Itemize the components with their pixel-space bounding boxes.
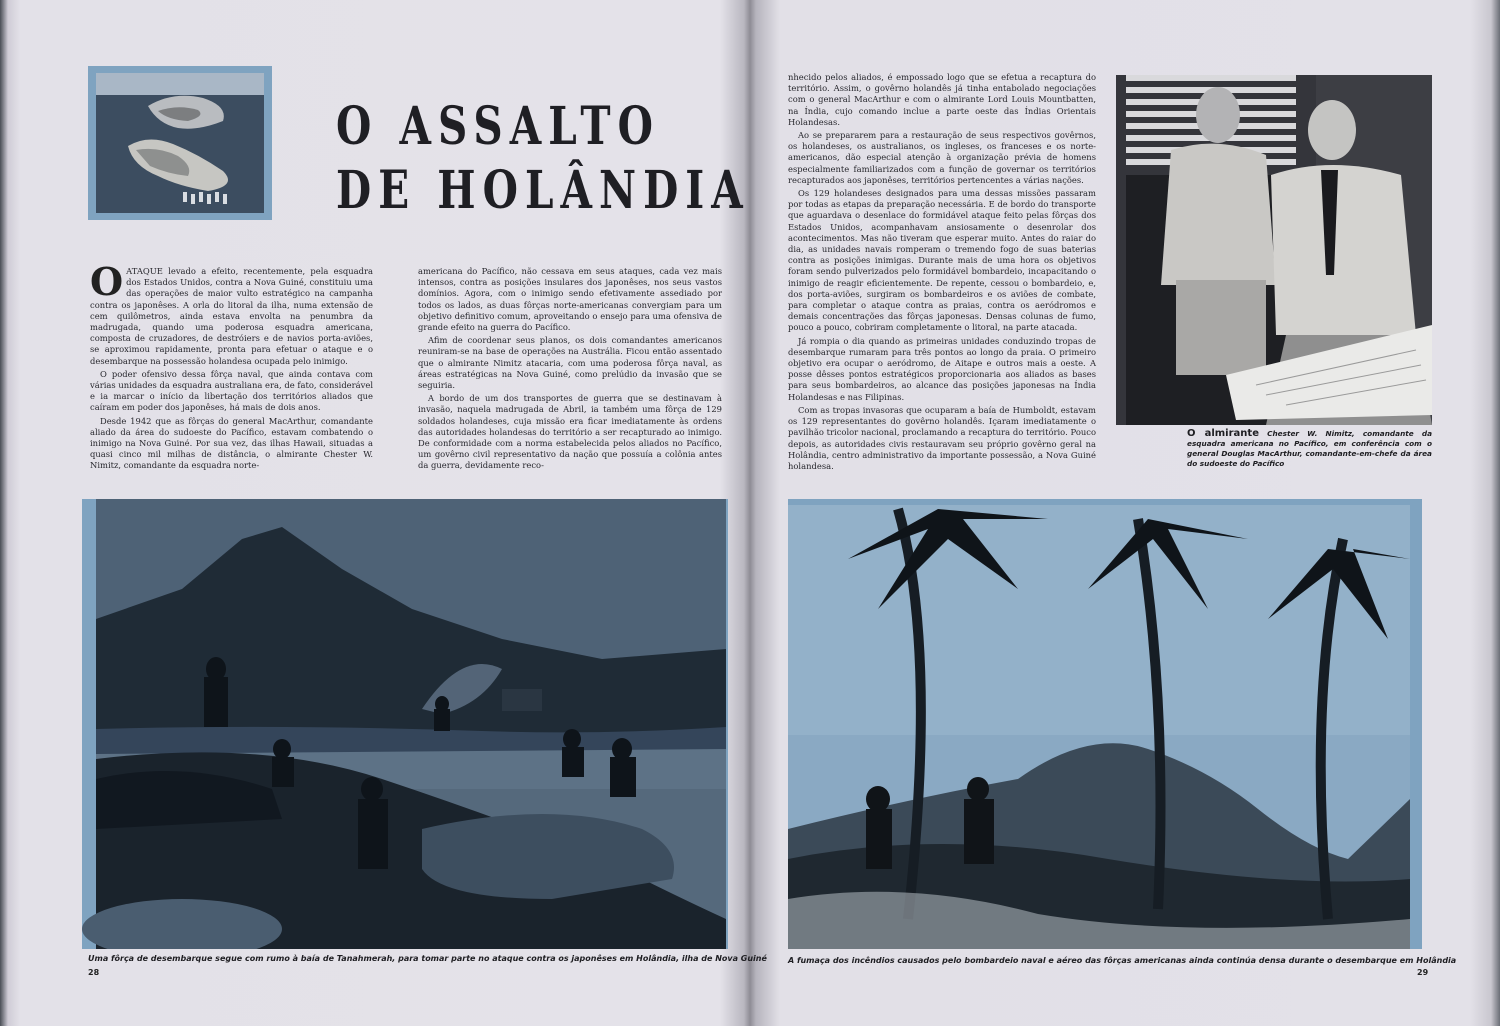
nimitz-photo-caption [1187, 429, 1432, 469]
smoke-palms-photo [788, 499, 1422, 949]
title-line-2: DE HOLÂNDIA [336, 160, 750, 221]
left-column-2 [418, 266, 722, 474]
aerial-island-photo [88, 66, 272, 220]
landing-photo-caption: Uma fôrça de desembarque segue com rumo à baía de Tanahmerah, para tomar parte no ataque contra os japonêses em Holândia, ilha de Nova Guiné [88, 954, 767, 963]
landing-force-photo [82, 499, 728, 949]
paragraph: Os 129 holandeses designados para uma dessas missões passaram por todas as etapas da preparação necessária. E de bordo do transporte que aguardava o desenlace do formidável ataque feito pelas fôrças dos Estados Unidos, acompanhavam ansiosamente o desenrolar dos acontecimentos. Mas não tiveram que esperar muito. Antes do raiar do dia, as unidades navais romperam o tremendo fogo de suas baterias contra as posições inimigas. Durante mais de uma hora os objetivos foram sendo pulverizados pelo formidável bombardeio, incapacitando o inimigo de reagir eficientemente. De repente, cessou o bombardeio, e, dos porta-aviões, surgiram os bombardeiros e os aviões de combate, para completar o ataque contra as praias, contra os aeródromos e demais concentrações das fôrças japonesas. Densas colunas de fumo, pouco a pouco, cobriram completamente o litoral, na parte atacada. [788, 188, 1096, 333]
page-number-right: 29 [1417, 968, 1429, 977]
left-column-1 [90, 259, 373, 474]
paragraph: Já rompia o dia quando as primeiras unidades conduzindo tropas de desembarque rumaram para três pontos ao longo da praia. O primeiro objetivo era ocupar o aeródromo, de Aitape e outros mais a oeste. A posse dêsses pontos estratégicos proporcionaria aos aliados as bases para seus bombardeiros, ao alcance das posições japonesas na Índia Holandesas e nas Filipinas. [788, 335, 1096, 402]
paragraph: Ao se prepararem para a restauração de seus respectivos govêrnos, os holandeses, os australianos, os ingleses, os franceses e os norte-americanos, dão especial atenção à organização prévia de homens especialmente familiarizados com a função de governar os territórios recapturados aos japonêses, territórios pertencentes a várias nações. [788, 130, 1096, 185]
intro-paragraph [90, 259, 373, 367]
paragraph: Afim de coordenar seus planos, os dois comandantes americanos reuniram-se na base de operações na Austrália. Ficou então assentado que o almirante Nimitz atacaria, com uma poderosa fôrça naval, as áreas estratégicas na Nova Guiné, como prelúdio da invasão que se seguiria. [418, 335, 722, 391]
intro-lead-word: ATAQUE [126, 266, 163, 276]
paragraph: nhecido pelos aliados, é empossado logo que se efetua a recaptura do território. Assim, o govêrno holandês já tinha entabolado negociações com o general MacArthur e com o almirante Lord Louis Mountbatten, na Índia, cujo comando inclue a parte oeste das Índias Orientais Holandesas. [788, 72, 1096, 127]
nimitz-caption-text: Chester W. Nimitz, comandante da esquadra americana no Pacífico, em conferência com o general Douglas MacArthur, comandante-em-chefe da área do sudoeste do Pacífico [1187, 429, 1432, 468]
intro-text: levado a efeito, recentemente, pela esquadra dos Estados Unidos, contra a Nova Guiné, constituiu uma das operações de maior vulto estratégico na campanha contra os japonêses. A orla do litoral da ilha, numa extensão de cem quilômetros, ainda estava envolta na penumbra da madrugada, quando uma poderosa esquadra americana, composta de cruzadores, de destróiers e de navios porta-aviões, se aproximou rapidamente, pronta para efetuar o ataque e o desembarque na possessão holandesa ocupada pelo inimigo. [90, 266, 373, 366]
paragraph: O poder ofensivo dessa fôrça naval, que ainda contava com várias unidades da esquadra australiana era, de fato, considerável e ia marcar o início da libertação dos territórios aliados que caíram em poder dos japonêses, há mais de dois anos. [90, 368, 373, 413]
title-line-1: O ASSALTO [336, 96, 660, 157]
drop-cap: O [90, 259, 124, 304]
smoke-photo-caption: A fumaça dos incêndios causados pelo bombardeio naval e aéreo das fôrças americanas ainda continúa densa durante o desembarque em Holândia [788, 956, 1457, 965]
nimitz-macarthur-photo [1116, 75, 1432, 425]
page-number-left: 28 [88, 968, 100, 977]
right-page [752, 0, 1500, 1026]
paragraph: Com as tropas invasoras que ocuparam a baía de Humboldt, estavam os 129 representantes do govêrno holandês. Içaram imediatamente o pavilhão tricolor nacional, proclamando a recaptura do território. Pouco depois, as autoridades civis restauravam seu próprio govêrno geral na Holândia, centro administrativo da importante possessão, a Nova Guiné holandesa. [788, 404, 1096, 471]
article-title [336, 95, 750, 223]
right-column [788, 72, 1096, 474]
paragraph: Desde 1942 que as fôrças do general MacArthur, comandante aliado da área do sudoeste do Pacífico, estavam combatendo o inimigo na Nova Guiné. Por sua vez, das ilhas Hawaii, situadas a quasi cinco mil milhas de distância, o almirante Chester W. Nimitz, comandante da esquadra norte- [90, 415, 373, 471]
paragraph: americana do Pacífico, não cessava em seus ataques, cada vez mais intensos, contra as posições insulares dos japonêses, nos seus vastos domínios. Agora, com o inimigo sendo efetivamente assediado por todos os lados, as duas fôrças norte-americanas convergiam para um objetivo definitivo comum, aproveitando o ensejo para uma ofensiva de grande efeito na guerra do Pacífico. [418, 266, 722, 333]
nimitz-caption-lead: O almirante [1187, 428, 1259, 439]
paragraph: A bordo de um dos transportes de guerra que se destinavam à invasão, naquela madrugada de Abril, ia também uma fôrça de 129 soldados holandeses, cuja missão era ficar imediatamente às ordens das autoridades holandesas do território a ser recapturado ao inimigo. De conformidade com a norma estabelecida pelos aliados no Pacífico, um govêrno civil representativo da nação que possuía a colônia antes da guerra, devidamente reco- [418, 393, 722, 471]
